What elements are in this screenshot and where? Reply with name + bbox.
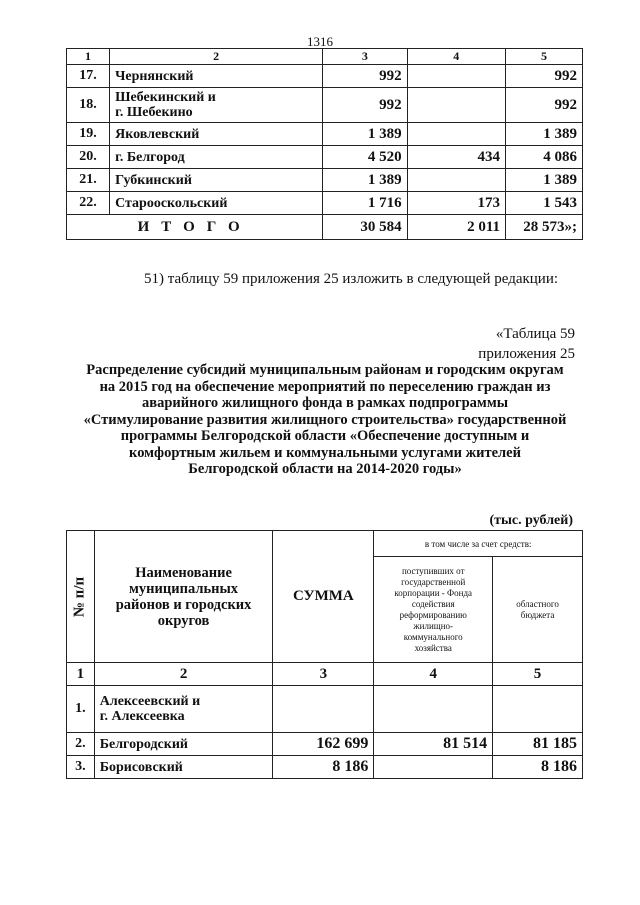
- main-table: [66, 530, 583, 779]
- federal-header-line: жилищно-: [413, 620, 454, 631]
- federal-value: [407, 65, 505, 88]
- district-name: Старооскольский: [110, 192, 323, 215]
- regional-header-line: областного: [516, 598, 559, 609]
- table-reference: [478, 324, 575, 364]
- name-header-line: округов: [157, 612, 210, 629]
- federal-header-line: коммунального: [403, 631, 463, 642]
- title-line: комфортным жильем и коммунальными услугами жителей: [129, 444, 521, 461]
- row-number: 1.: [67, 686, 95, 733]
- col-number-5: 5: [506, 49, 583, 65]
- name-header-line: муниципальных: [129, 580, 239, 597]
- regional-value: 992: [506, 88, 583, 123]
- sum-value: 4 520: [323, 146, 407, 169]
- sum-value: 1 389: [323, 169, 407, 192]
- table-row: [67, 88, 583, 123]
- name-header: [94, 531, 273, 663]
- including-header: в том числе за счет средств:: [374, 531, 583, 557]
- col-number-1: 1: [67, 663, 95, 686]
- district-name: [94, 686, 273, 733]
- federal-header-line: поступивших от: [401, 565, 465, 576]
- regional-header-line: бюджета: [520, 609, 555, 620]
- number-header: [67, 531, 95, 663]
- regional-value: 1 389: [506, 169, 583, 192]
- column-numbers-row: [67, 663, 583, 686]
- total-sum: 30 584: [323, 215, 407, 240]
- row-number: 21.: [67, 169, 110, 192]
- page-number: 1316: [307, 34, 333, 49]
- federal-header-line: реформированию: [399, 609, 467, 620]
- district-name-line1: Алексеевский и: [99, 694, 201, 709]
- district-name: [110, 88, 323, 123]
- district-name-line1: Шебекинский и: [115, 90, 216, 105]
- title-line: Распределение субсидий муниципальным районам и городским округам: [86, 362, 564, 378]
- table-row: [67, 169, 583, 192]
- document-title: [60, 362, 590, 478]
- sum-value: 992: [323, 88, 407, 123]
- federal-header-line: содействия: [411, 598, 455, 609]
- total-regional: 28 573»;: [506, 215, 583, 240]
- title-line: на 2015 год на обеспечение мероприятий по переселению граждан из: [99, 378, 551, 395]
- row-number: 3.: [67, 756, 95, 779]
- district-name: г. Белгород: [110, 146, 323, 169]
- federal-value: [407, 88, 505, 123]
- district-name: Борисовский: [94, 756, 273, 779]
- sum-value: 992: [323, 65, 407, 88]
- title-line: Белгородской области на 2014-2020 годы»: [188, 461, 462, 477]
- title-line: «Стимулирование развития жилищного строительства» государственной: [83, 411, 567, 428]
- sum-value: [273, 686, 374, 733]
- total-federal: 2 011: [407, 215, 505, 240]
- regional-value: 1 389: [506, 123, 583, 146]
- col-number-2: 2: [110, 49, 323, 65]
- district-name: Губкинский: [110, 169, 323, 192]
- table-reference-line1: «Таблица 59: [495, 326, 575, 342]
- federal-value: 173: [407, 192, 505, 215]
- title-line: программы Белгородской области «Обеспечение доступным и: [120, 428, 530, 444]
- regional-value: [493, 686, 583, 733]
- row-number: 18.: [67, 88, 110, 123]
- col-number-3: 3: [273, 663, 374, 686]
- district-name-line2: г. Шебекино: [115, 105, 193, 120]
- federal-value: [407, 123, 505, 146]
- table-row: [67, 146, 583, 169]
- federal-value: [374, 686, 493, 733]
- col-number-2: 2: [94, 663, 273, 686]
- district-name: Чернянский: [110, 65, 323, 88]
- table-row: [67, 733, 583, 756]
- row-number: 2.: [67, 733, 95, 756]
- table-row: [67, 192, 583, 215]
- instruction-text: 51) таблицу 59 приложения 25 изложить в следующей редакции:: [144, 271, 559, 287]
- sum-value: 162 699: [273, 733, 374, 756]
- top-table: [66, 48, 583, 240]
- table-row: [67, 65, 583, 88]
- district-name-line2: г. Алексеевка: [99, 709, 185, 724]
- name-header-line: Наименование: [135, 564, 232, 581]
- row-number: 22.: [67, 192, 110, 215]
- federal-header-line: корпорации - Фонда: [394, 587, 473, 598]
- federal-value: [407, 169, 505, 192]
- row-number: 19.: [67, 123, 110, 146]
- col-number-4: 4: [374, 663, 493, 686]
- regional-header: [493, 557, 583, 663]
- federal-value: 81 514: [374, 733, 493, 756]
- federal-header: [374, 557, 493, 663]
- top-table-column-numbers: [67, 49, 583, 65]
- federal-header-line: хозяйства: [414, 642, 452, 653]
- regional-value: 81 185: [493, 733, 583, 756]
- district-name: Белгородский: [94, 733, 273, 756]
- table-reference-line2: приложения 25: [478, 346, 575, 362]
- name-header-line: районов и городских: [115, 596, 252, 613]
- table-row: [67, 686, 583, 733]
- total-row: [67, 215, 583, 240]
- federal-value: 434: [407, 146, 505, 169]
- total-label: ИТОГО: [67, 215, 323, 240]
- regional-value: 1 543: [506, 192, 583, 215]
- number-header-text: № п/п: [71, 576, 88, 617]
- table-row: [67, 756, 583, 779]
- district-name: Яковлевский: [110, 123, 323, 146]
- row-number: 17.: [67, 65, 110, 88]
- sum-value: 1 389: [323, 123, 407, 146]
- col-number-3: 3: [323, 49, 407, 65]
- title-line: аварийного жилищного фонда в рамках подпрограммы: [141, 395, 509, 411]
- federal-header-line: государственной: [401, 576, 466, 587]
- header-row: [67, 531, 583, 557]
- federal-value: [374, 756, 493, 779]
- units-label: (тыс. рублей): [489, 513, 573, 528]
- regional-value: 992: [506, 65, 583, 88]
- sum-header: СУММА: [273, 531, 374, 663]
- regional-value: 8 186: [493, 756, 583, 779]
- col-number-5: 5: [493, 663, 583, 686]
- col-number-1: 1: [67, 49, 110, 65]
- col-number-4: 4: [407, 49, 505, 65]
- sum-value: 1 716: [323, 192, 407, 215]
- regional-value: 4 086: [506, 146, 583, 169]
- sum-value: 8 186: [273, 756, 374, 779]
- table-row: [67, 123, 583, 146]
- row-number: 20.: [67, 146, 110, 169]
